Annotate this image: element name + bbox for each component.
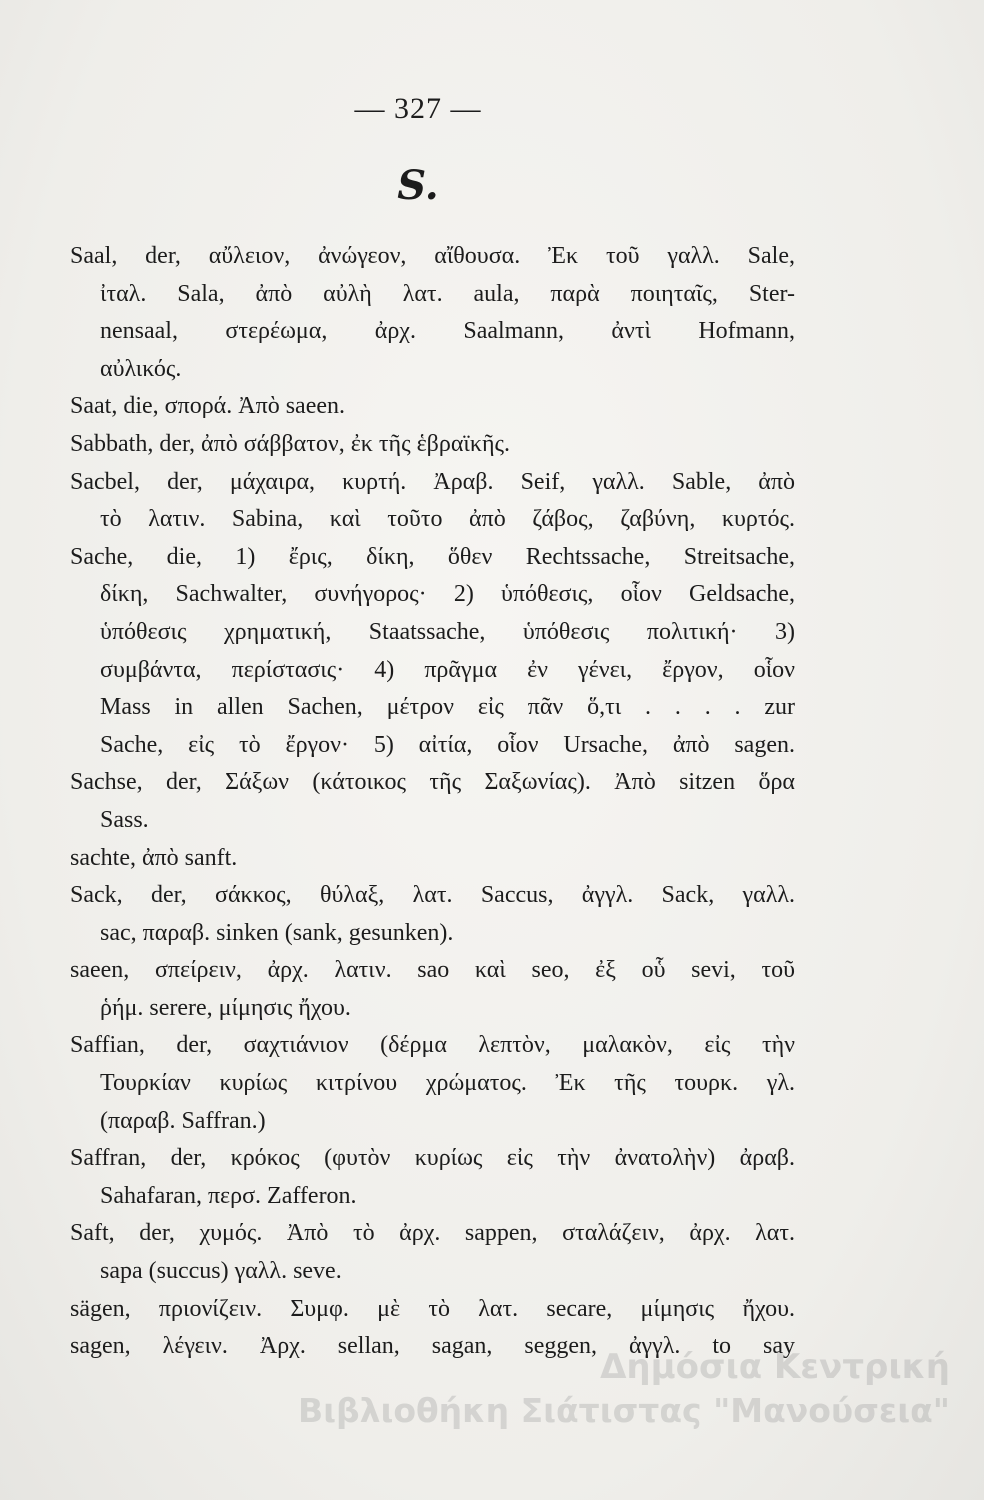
text-line: Mass in allen Sachen, μέτρον εἰς πᾶν ὅ,τι . . . . zur xyxy=(100,694,795,721)
text-line: αὐλικός. xyxy=(100,355,182,382)
text-line: nensaal, στερέωμα, ἀρχ. Saalmann, ἀντὶ Hofmann, xyxy=(100,318,795,345)
text-line: Sachse, der, Σάξων (κάτοικος τῆς Σαξωνίας). Ἀπὸ sitzen ὅρα xyxy=(70,769,795,796)
text-line: Sacbel, der, μάχαιρα, κυρτή. Ἀραβ. Seif, γαλλ. Sable, ἀπὸ xyxy=(70,468,795,495)
text-line: τὸ λατιν. Sabina, καὶ τοῦτο ἀπὸ ζάβος, ζαβύνη, κυρτός. xyxy=(100,506,795,533)
text-line: Saft, der, χυμός. Ἀπὸ τὸ ἀρχ. sappen, σταλάζειν, ἀρχ. λατ. xyxy=(70,1220,795,1247)
text-line: ὑπόθεσις χρηματική, Staatssache, ὑπόθεσις πολιτική· 3) xyxy=(100,618,795,645)
text-line: Sass. xyxy=(100,806,149,833)
text-line: δίκη, Sachwalter, συνήγορος· 2) ὑπόθεσις, οἷον Geldsache, xyxy=(100,581,795,608)
text-line: sägen, πριονίζειν. Συμφ. μὲ τὸ λατ. secare, μίμησις ἤχου. xyxy=(70,1295,795,1322)
watermark-line: Δημόσια Κεντρική xyxy=(600,1347,950,1387)
text-line: sagen, λέγειν. Ἀρχ. sellan, sagan, seggen, ἀγγλ. to say xyxy=(70,1333,795,1360)
text-line: (παραβ. Saffran.) xyxy=(100,1107,266,1134)
library-watermark xyxy=(230,1345,950,1433)
text-line: Saffian, der, σαχτιάνιον (δέρμα λεπτὸν, μαλακὸν, εἰς τὴν xyxy=(70,1032,795,1059)
text-line: Sack, der, σάκκος, θύλαξ, λατ. Saccus, ἀγγλ. Sack, γαλλ. xyxy=(70,882,795,909)
text-line: Sache, die, 1) ἔρις, δίκη, ὅθεν Rechtssache, Streitsache, xyxy=(70,543,795,570)
text-line: sapa (succus) γαλλ. seve. xyxy=(100,1258,342,1285)
text-line: sachte, ἀπὸ sanft. xyxy=(70,844,238,871)
watermark-line: Βιβλιοθήκη Σιάτιστας "Μανούσεια" xyxy=(297,1391,950,1430)
text-line: Sache, εἰς τὸ ἔργον· 5) αἰτία, οἷον Ursache, ἀπὸ sagen. xyxy=(100,731,795,758)
text-line: Saffran, der, κρόκος (φυτὸν κυρίως εἰς τὴν ἀνατολὴν) ἀραβ. xyxy=(70,1145,795,1172)
text-line: Saat, die, σπορά. Ἀπὸ saeen. xyxy=(70,393,345,420)
text-line: Sahafaran, περσ. Zafferon. xyxy=(100,1182,357,1209)
text-line: ῥήμ. serere, μίμησις ἤχου. xyxy=(100,994,351,1021)
text-line: sac, παραβ. sinken (sank, gesunken). xyxy=(100,919,454,946)
text-line: Τουρκίαν κυρίως κιτρίνου χρώματος. Ἐκ τῆς τουρκ. γλ. xyxy=(100,1070,795,1097)
text-line: saeen, σπείρειν, ἀρχ. λατιν. sao καὶ seo, ἐξ οὗ sevi, τοῦ xyxy=(70,957,795,984)
page-number: — 327 — xyxy=(354,92,482,125)
text-line: Sabbath, der, ἀπὸ σάββατον, ἐκ τῆς ἑβραϊκῆς. xyxy=(70,430,511,457)
text-line: Saal, der, αὔλειον, ἀνώγεον, αἴθουσα. Ἐκ τοῦ γαλλ. Sale, xyxy=(70,243,795,269)
dictionary-entries xyxy=(70,238,795,1366)
text-line: συμβάντα, περίστασις· 4) πρᾶγμα ἐν γένει, ἔργον, οἷον xyxy=(100,656,795,683)
section-letter: S. xyxy=(397,162,439,209)
text-line: ἰταλ. Sala, ἀπὸ αὐλὴ λατ. aula, παρὰ ποιηταῖς, Ster- xyxy=(100,280,795,307)
